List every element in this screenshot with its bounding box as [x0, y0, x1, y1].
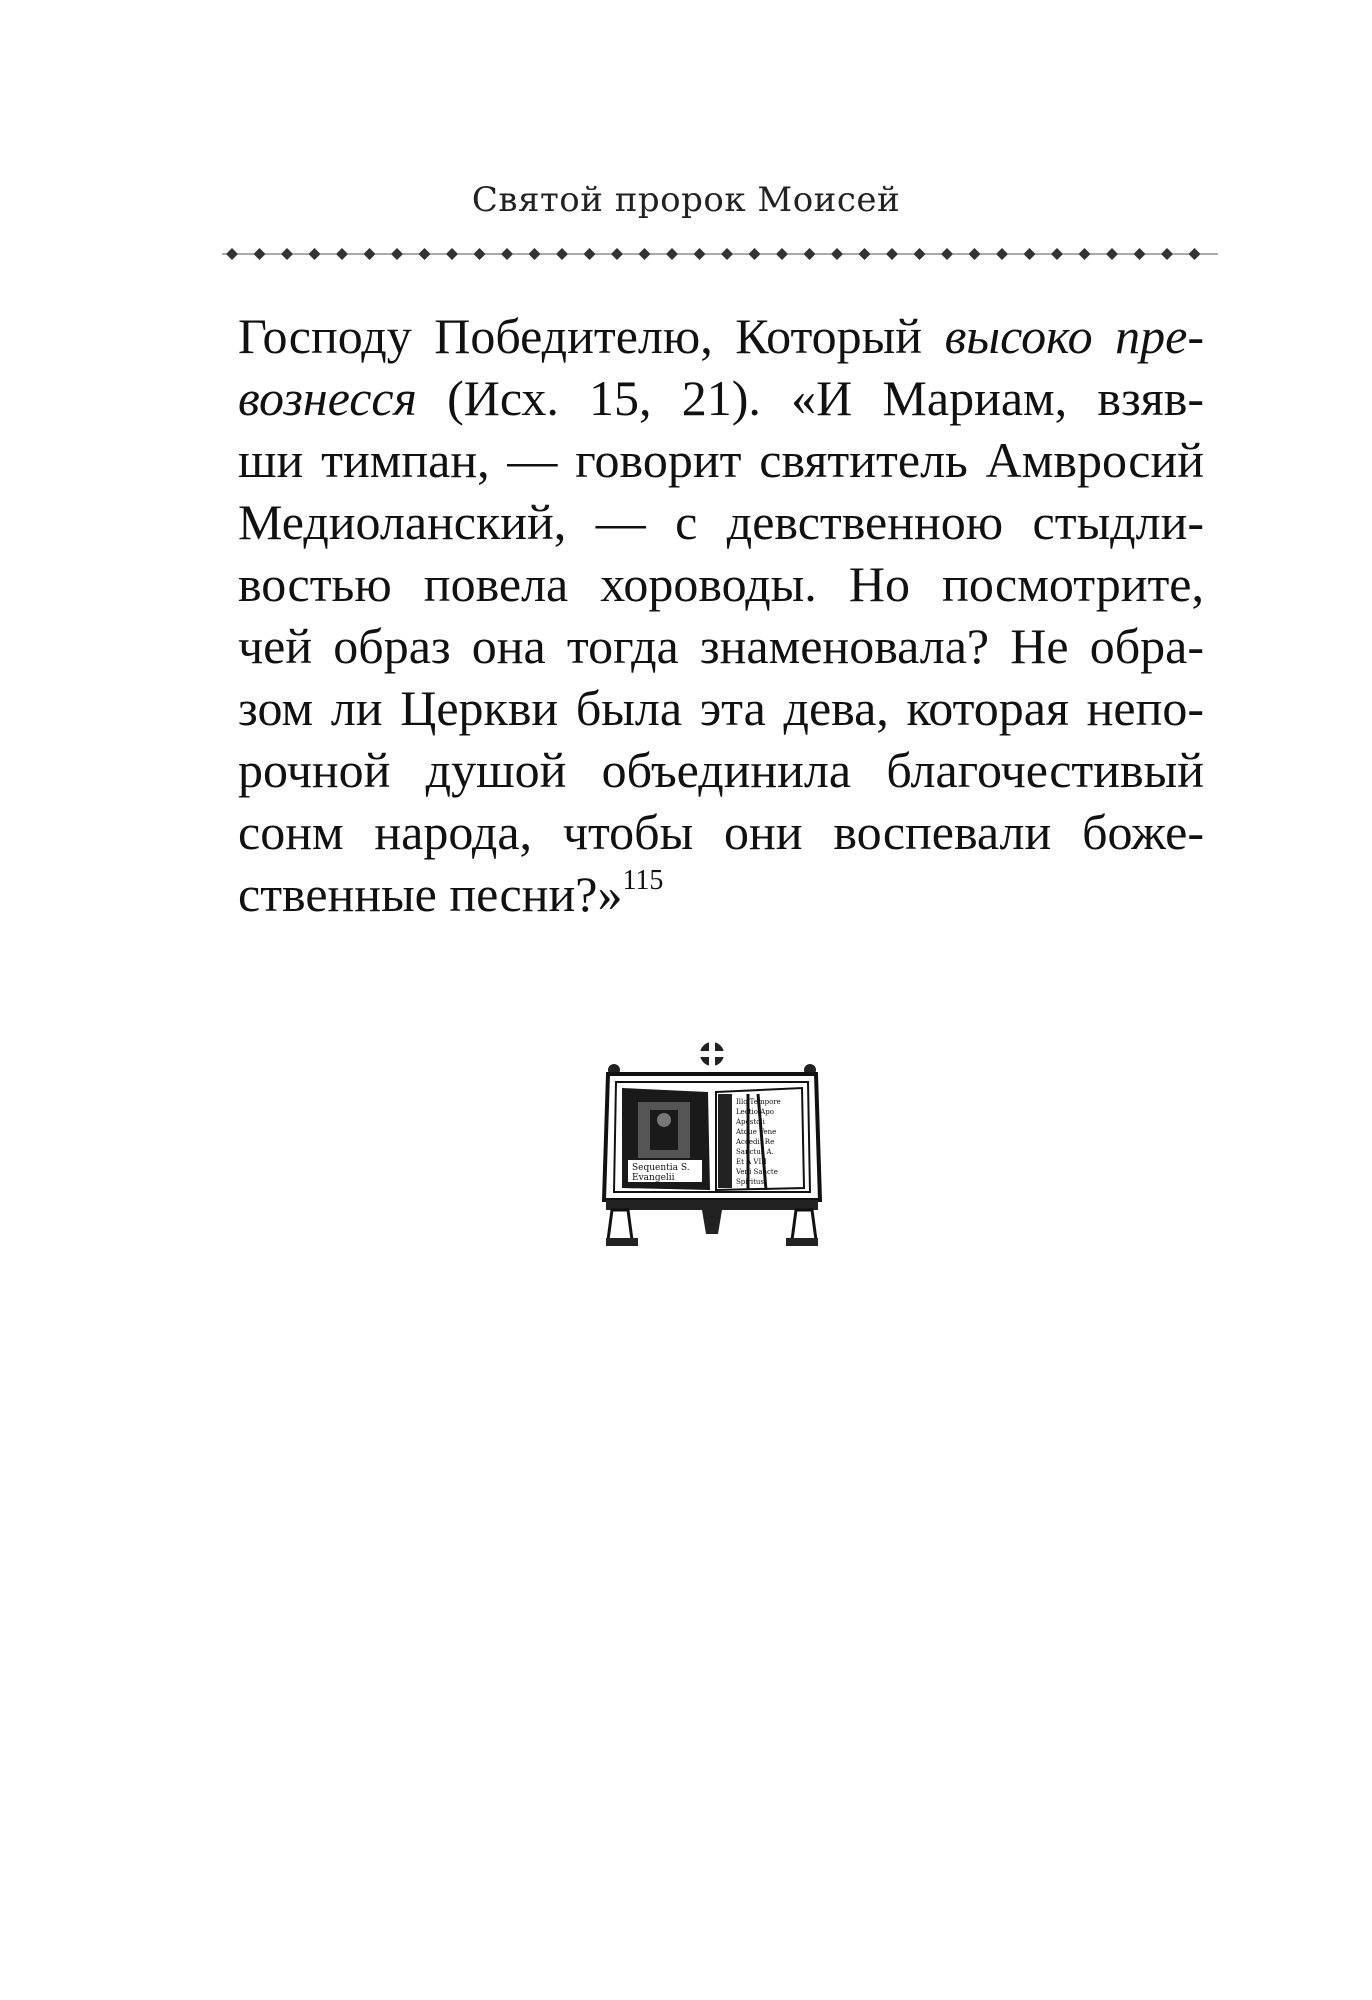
ornament-diamond	[666, 248, 678, 260]
ornament-diamond	[254, 248, 266, 260]
vignette-page-text: Accedit Re	[736, 1138, 775, 1146]
ornament-diamond	[336, 248, 348, 260]
vignette-page-text: Apostoli	[736, 1118, 765, 1126]
ornament-diamond	[804, 248, 816, 260]
text-line	[238, 367, 1204, 429]
ornament-diamond	[584, 248, 596, 260]
ornament-diamond	[1134, 248, 1146, 260]
ornament-diamond	[1051, 248, 1063, 260]
body-paragraph	[238, 305, 1204, 925]
ornament-diamond	[969, 248, 981, 260]
ornament-diamond	[1106, 248, 1118, 260]
vignette-page-text: Atque Vene	[736, 1128, 777, 1136]
vignette-page-text: Sanctus A.	[736, 1148, 774, 1156]
ornament-diamond	[556, 248, 568, 260]
ornament-diamond	[721, 248, 733, 260]
text-line: сонм народа, чтобы они воспевали боже-	[238, 804, 1204, 860]
ornament-diamond	[886, 248, 898, 260]
ornament-diamond	[694, 248, 706, 260]
footnote-reference: 115	[622, 865, 664, 896]
text-run: ственные песни?»	[238, 866, 623, 922]
ornament-diamond	[529, 248, 541, 260]
ornament-diamond	[611, 248, 623, 260]
ornament-diamond	[364, 248, 376, 260]
vignette-page-text: Spiritus	[736, 1178, 765, 1186]
ornament-diamond	[1024, 248, 1036, 260]
text-line	[238, 305, 1204, 367]
text-line: востью повела хороводы. Но посмотрите,	[238, 556, 1204, 612]
text-run: (Исх. 15, 21). «И Мариам, взяв-	[416, 370, 1204, 426]
text-line: ши тимпан, — говорит святитель Амвросий	[238, 432, 1204, 488]
vignette-caption: Evangelii	[632, 1173, 675, 1183]
text-line	[238, 863, 1204, 925]
ornament-diamond	[831, 248, 843, 260]
text-line: зом ли Церкви была эта дева, которая непо-	[238, 680, 1204, 736]
ornament-diamond	[941, 248, 953, 260]
text-line: рочной душой объединила благочестивый	[238, 742, 1204, 798]
ornament-diamond	[1161, 248, 1173, 260]
running-head: Святой пророк Моисей	[471, 180, 901, 220]
vignette-page-text: Illo Tempore	[736, 1098, 781, 1106]
text-run: Господу Победителю, Который	[238, 308, 945, 364]
ornament-diamond	[309, 248, 321, 260]
ornament-diamond	[501, 248, 513, 260]
vignette-page-text: Veni Sancte	[736, 1168, 778, 1176]
ornament-diamond	[996, 248, 1008, 260]
vignette-page-text: Et A VIII	[736, 1158, 767, 1166]
italic-text-run: вознесся	[238, 370, 417, 426]
text-line: чей образ она тогда знаменовала? Не обра-	[238, 618, 1204, 674]
ornament-diamond	[446, 248, 458, 260]
vignette-page-text: Lectio Apo	[736, 1108, 774, 1116]
ornament-diamond	[419, 248, 431, 260]
ornament-diamond	[281, 248, 293, 260]
ornament-rule	[222, 245, 1218, 263]
ornament-diamond	[391, 248, 403, 260]
vignette-caption: Sequentia S.	[632, 1163, 690, 1173]
open-book-on-lectern-icon	[598, 1040, 826, 1250]
ornament-diamond	[859, 248, 871, 260]
ornament-diamond	[1189, 248, 1201, 260]
ornament-diamond	[474, 248, 486, 260]
ornament-diamond	[914, 248, 926, 260]
italic-text-run: высоко пре-	[944, 308, 1204, 364]
text-line: Медиоланский, — с девственною стыдли-	[238, 494, 1204, 550]
ornament-diamond	[776, 248, 788, 260]
ornament-diamond	[1079, 248, 1091, 260]
ornament-diamond	[749, 248, 761, 260]
ornament-diamond	[226, 248, 238, 260]
ornament-diamond	[639, 248, 651, 260]
